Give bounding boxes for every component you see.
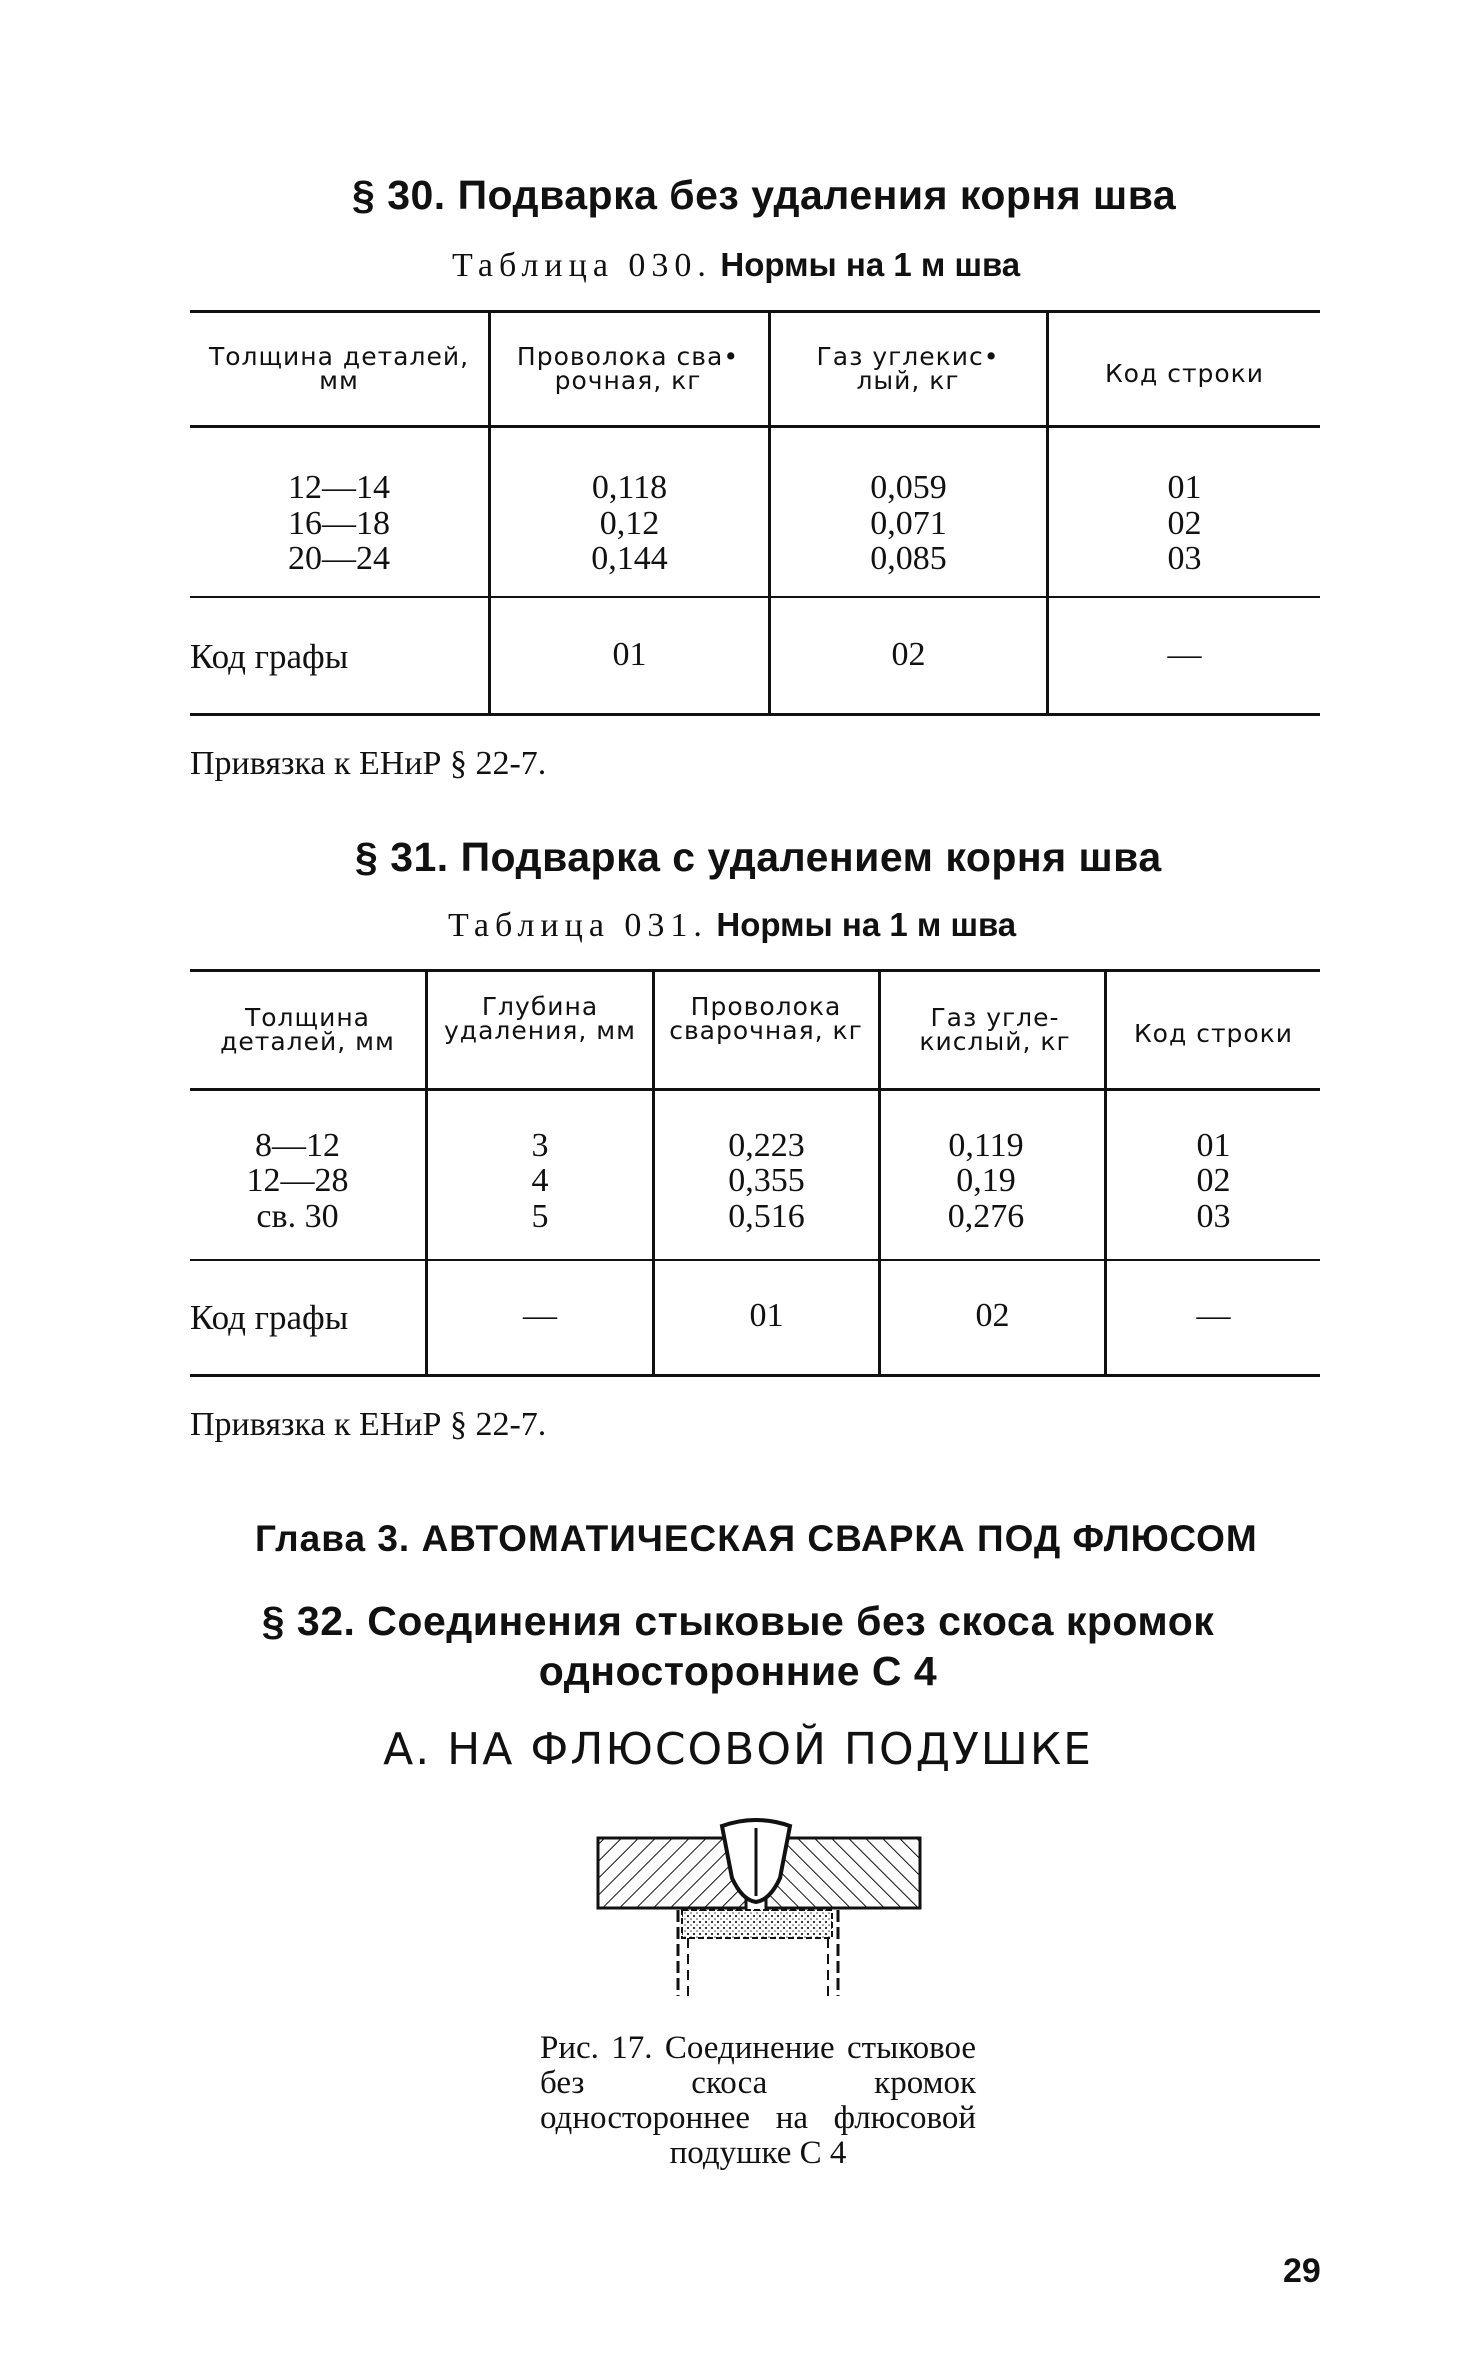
table-cell: 02 — [1196, 1162, 1231, 1199]
section-31-heading: § 31. Подварка с удалением корня шва — [355, 834, 1162, 880]
table-cell: 16—18 — [288, 505, 390, 542]
table-header-cell: Газ угле- кислый, кг — [919, 1003, 1071, 1056]
table-code-row-label: Код графы — [190, 637, 349, 676]
table-header-cell: Проволока сварочная, кг — [669, 992, 863, 1045]
table-code-cell: 01 — [749, 1297, 784, 1334]
table-header-cell: Толщина деталей, мм — [208, 342, 470, 395]
section-32-heading — [0, 1596, 1476, 1696]
table-cell: 0,144 — [591, 540, 668, 577]
table-rule — [190, 1374, 1320, 1377]
table-cell: 0,118 — [591, 469, 668, 506]
table-header-cell: Код строки — [1104, 359, 1265, 388]
table-cell: 0,119 — [948, 1127, 1024, 1164]
table-header-cell: Код строки — [1133, 1019, 1294, 1048]
table-cell: 0,223 — [728, 1127, 805, 1164]
section-32-heading-line: § 32. Соединения стыковые без скоса кромок — [261, 1598, 1215, 1644]
table-rule — [190, 425, 1320, 428]
table-header-cell: Толщина деталей, мм — [220, 1003, 395, 1056]
table-rule — [190, 596, 1320, 598]
table-cell: 5 — [531, 1198, 549, 1235]
table-cell: 4 — [531, 1162, 549, 1199]
table-cell: св. 30 — [256, 1198, 339, 1235]
weld-joint-figure — [590, 1818, 930, 2013]
table-rule — [190, 1088, 1320, 1091]
table-cell: 0,085 — [870, 540, 947, 577]
table-cell: 3 — [531, 1127, 549, 1164]
table-cell: 0,059 — [870, 469, 947, 506]
table-cell: 0,071 — [870, 505, 947, 542]
table-rule — [190, 1259, 1320, 1261]
table-header-cell: Проволока сва• рочная, кг — [516, 342, 740, 395]
table-code-cell: — — [1167, 636, 1202, 673]
table-cell: 02 — [1167, 505, 1202, 542]
table-031-subtitle: Нормы на 1 м шва — [716, 906, 1017, 943]
table-code-cell: 01 — [612, 636, 647, 673]
weld-joint-drawing — [590, 1818, 930, 2008]
binding-note: Привязка к ЕНиР § 22-7. — [190, 745, 547, 782]
table-cell: 0,19 — [956, 1162, 1016, 1199]
table-cell: 0,12 — [599, 505, 660, 542]
table-cell: 01 — [1167, 469, 1202, 506]
table-030-caption — [452, 246, 1020, 285]
chapter-heading: Глава 3. АВТОМАТИЧЕСКАЯ СВАРКА ПОД ФЛЮСОМ — [255, 1518, 1258, 1559]
section-32-heading-line: односторонние С 4 — [538, 1648, 938, 1694]
table-cell: 0,355 — [728, 1162, 805, 1199]
table-cell: 8—12 — [255, 1127, 340, 1164]
table-cell: 12—14 — [288, 469, 390, 506]
table-030-subtitle: Нормы на 1 м шва — [720, 246, 1021, 283]
table-code-cell: — — [1196, 1297, 1231, 1334]
table-031-caption — [448, 906, 1016, 945]
figure-caption: Рис. 17. Соединение стыковое без скоса кромок одностороннее на флюсовой подушке С 4 — [540, 2030, 976, 2171]
table-code-row-label: Код графы — [190, 1298, 349, 1337]
table-rule — [190, 310, 1320, 313]
page-number: 29 — [1283, 2252, 1321, 2290]
table-rule — [190, 969, 1320, 972]
binding-note: Привязка к ЕНиР § 22-7. — [190, 1406, 547, 1443]
table-code-cell: 02 — [891, 636, 926, 673]
table-header-cell: Глубина удаления, мм — [443, 992, 636, 1045]
table-cell: 20—24 — [288, 540, 390, 577]
table-031-label: Таблица 031. — [448, 907, 708, 944]
table-cell: 0,276 — [947, 1198, 1025, 1235]
table-rule — [190, 713, 1320, 716]
table-cell: 03 — [1167, 540, 1202, 577]
table-code-cell: 02 — [975, 1297, 1010, 1334]
table-header-cell: Газ углекис• лый, кг — [816, 342, 1000, 395]
subsection-heading: А. НА ФЛЮСОВОЙ ПОДУШКЕ — [383, 1724, 1093, 1775]
table-code-cell: — — [523, 1297, 557, 1334]
table-cell: 12—28 — [246, 1162, 349, 1199]
table-030-label: Таблица 030. — [452, 247, 712, 284]
section-30-heading: § 30. Подварка без удаления корня шва — [352, 172, 1177, 218]
table-cell: 0,516 — [728, 1198, 805, 1235]
table-cell: 01 — [1196, 1127, 1231, 1164]
table-cell: 03 — [1196, 1198, 1231, 1235]
